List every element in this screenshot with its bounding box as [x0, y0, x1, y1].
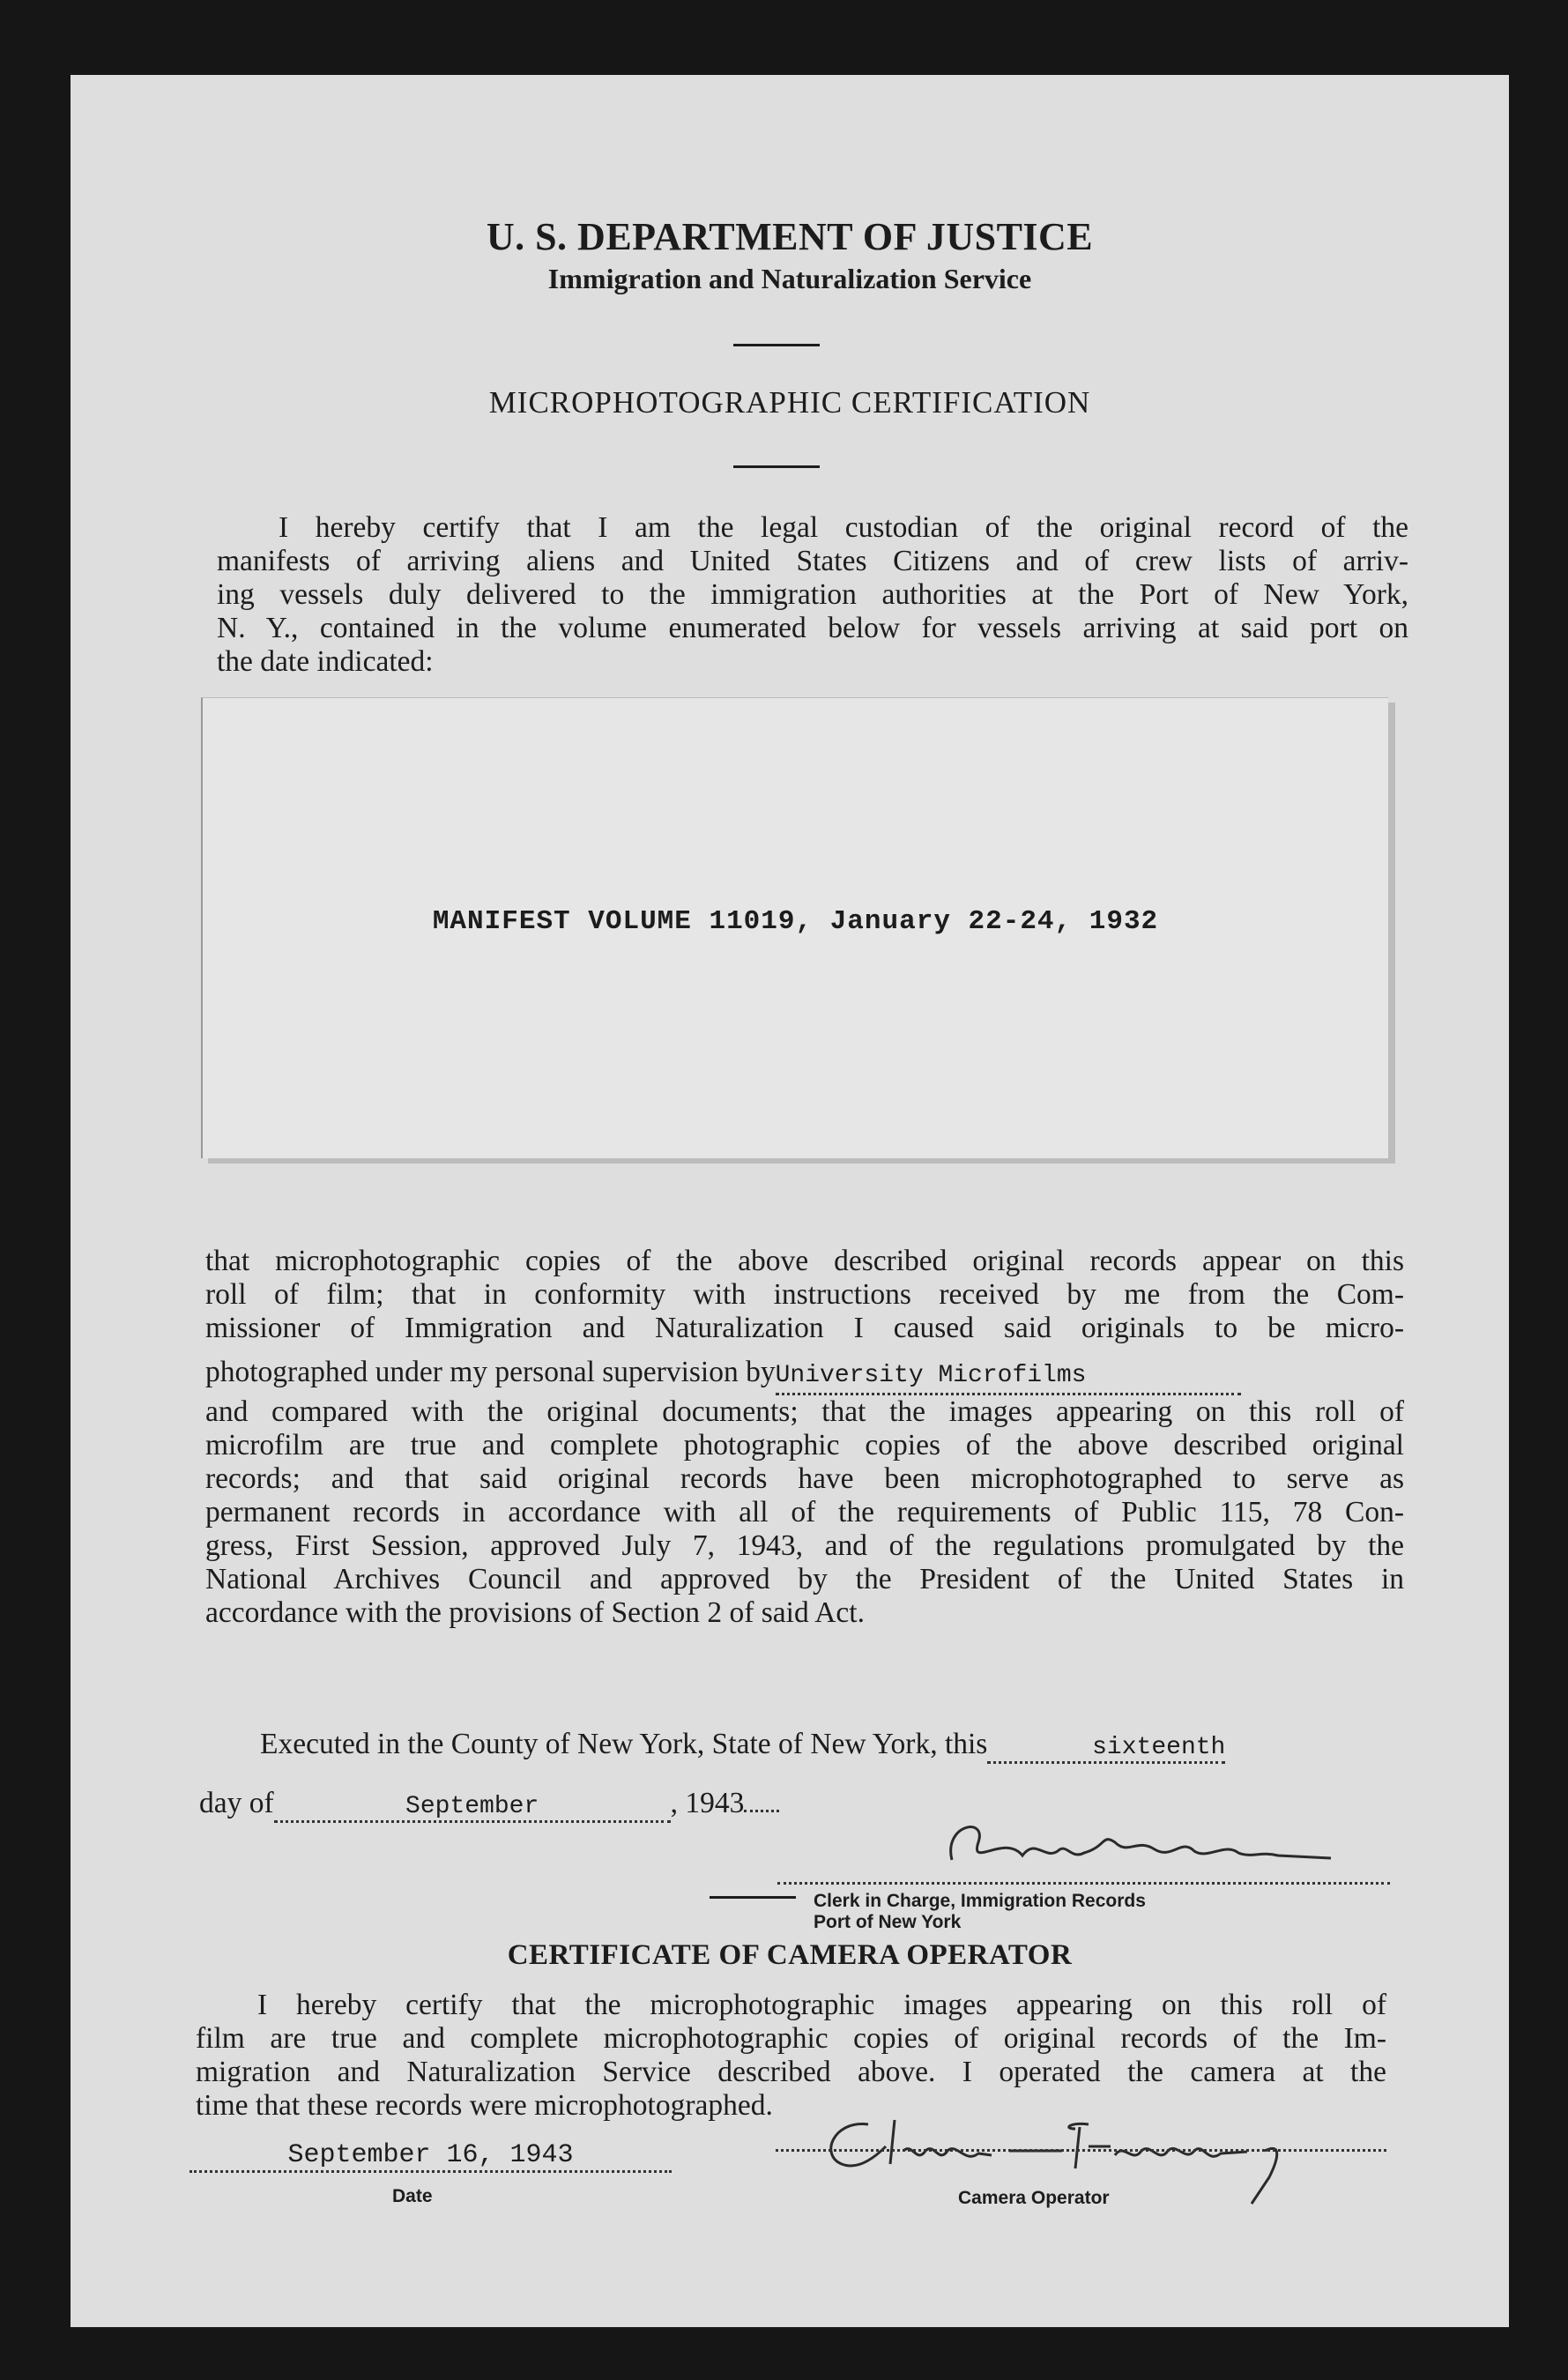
intro-line: N. Y., contained in the volume enumerated below for vessels arriving at said port on: [217, 612, 1408, 644]
manifest-card: [201, 697, 1388, 1158]
day-of-line: [199, 1787, 779, 1823]
intro-paragraph: [217, 511, 1408, 679]
body-line: that microphotographic copies of the above described original records appear on this: [205, 1245, 1404, 1277]
service-subheading: Immigration and Naturalization Service: [547, 263, 1032, 294]
intro-line: the date indicated:: [217, 645, 434, 678]
intro-line: manifests of arriving aliens and United States Citizens and of crew lists of arriv-: [217, 545, 1408, 577]
intro-line: ing vessels duly delivered to the immigration authorities at the Port of New York,: [217, 578, 1408, 611]
year-digit: 3: [729, 1787, 745, 1819]
camera-line: I hereby certify that the microphotographic images appearing on this roll of: [257, 1989, 1386, 2021]
certification-title: MICROPHOTOGRAPHIC CERTIFICATION: [488, 385, 1091, 420]
date-label: Date: [392, 2186, 433, 2206]
body-line: permanent records in accordance with all of the requirements of Public 115, 78 Con-: [205, 1496, 1404, 1528]
supervision-prefix: photographed under my personal supervision by: [205, 1356, 776, 1388]
camera-certificate-title: CERTIFICATE OF CAMERA OPERATOR: [507, 1939, 1073, 1971]
body-paragraph: [205, 1245, 1404, 1630]
clerk-title: [814, 1891, 1146, 1933]
body-line: accordance with the provisions of Section 2 of said Act.: [205, 1596, 865, 1629]
execution-day-value: sixteenth: [987, 1734, 1225, 1764]
clerk-signature-line: [777, 1873, 1390, 1889]
year-dots: [744, 1810, 779, 1812]
clerk-title-line: Clerk in Charge, Immigration Records: [814, 1891, 1146, 1911]
camera-operator-label: Camera Operator: [958, 2188, 1110, 2208]
signature-dots: [776, 2149, 1386, 2152]
year-prefix: , 194: [670, 1787, 730, 1819]
operator-signature-line: [776, 2140, 1386, 2156]
supervision-value: University Microfilms: [776, 1359, 1241, 1395]
camera-line: time that these records were microphotographed.: [196, 2089, 773, 2122]
body-line: microfilm are true and complete photographic copies of the above described original: [205, 1429, 1404, 1461]
supervision-line: [205, 1356, 1404, 1395]
body-line: gress, First Session, approved July 7, 1943, and of the regulations promulgated by the: [205, 1529, 1404, 1562]
divider: [733, 465, 820, 468]
body-line: and compared with the original documents; that the images appearing on this roll of: [205, 1395, 1404, 1428]
date-value: September 16, 1943: [189, 2140, 672, 2173]
intro-line: I hereby certify that I am the legal custodian of the original record of the: [279, 511, 1408, 544]
day-of-label: day of: [199, 1787, 274, 1819]
clerk-title-line: Port of New York: [814, 1912, 962, 1932]
execution-month-value: September: [274, 1793, 671, 1823]
body-line: missioner of Immigration and Naturalization I caused said originals to be micro-: [205, 1312, 1404, 1344]
body-line: roll of film; that in conformity with instructions received by me from the Com-: [205, 1278, 1404, 1311]
department-heading: U. S. DEPARTMENT OF JUSTICE: [486, 215, 1094, 258]
execution-line: [260, 1728, 1225, 1764]
body-line: records; and that said original records have been microphotographed to serve as: [205, 1462, 1404, 1495]
execution-prefix: Executed in the County of New York, State of New York, this: [260, 1728, 988, 1760]
divider: [733, 344, 820, 346]
camera-line: film are true and complete microphotographic copies of original records of the Im-: [196, 2022, 1386, 2055]
date-field: [189, 2140, 672, 2173]
certificate-sheet: [71, 75, 1509, 2327]
camera-line: migration and Naturalization Service described above. I operated the camera at the: [196, 2056, 1386, 2088]
manifest-volume-text: MANIFEST VOLUME 11019, January 22-24, 1932: [432, 906, 1159, 937]
body-line: National Archives Council and approved by the President of the United States in: [205, 1563, 1404, 1595]
divider: [710, 1896, 796, 1899]
signature-dots: [777, 1882, 1390, 1885]
